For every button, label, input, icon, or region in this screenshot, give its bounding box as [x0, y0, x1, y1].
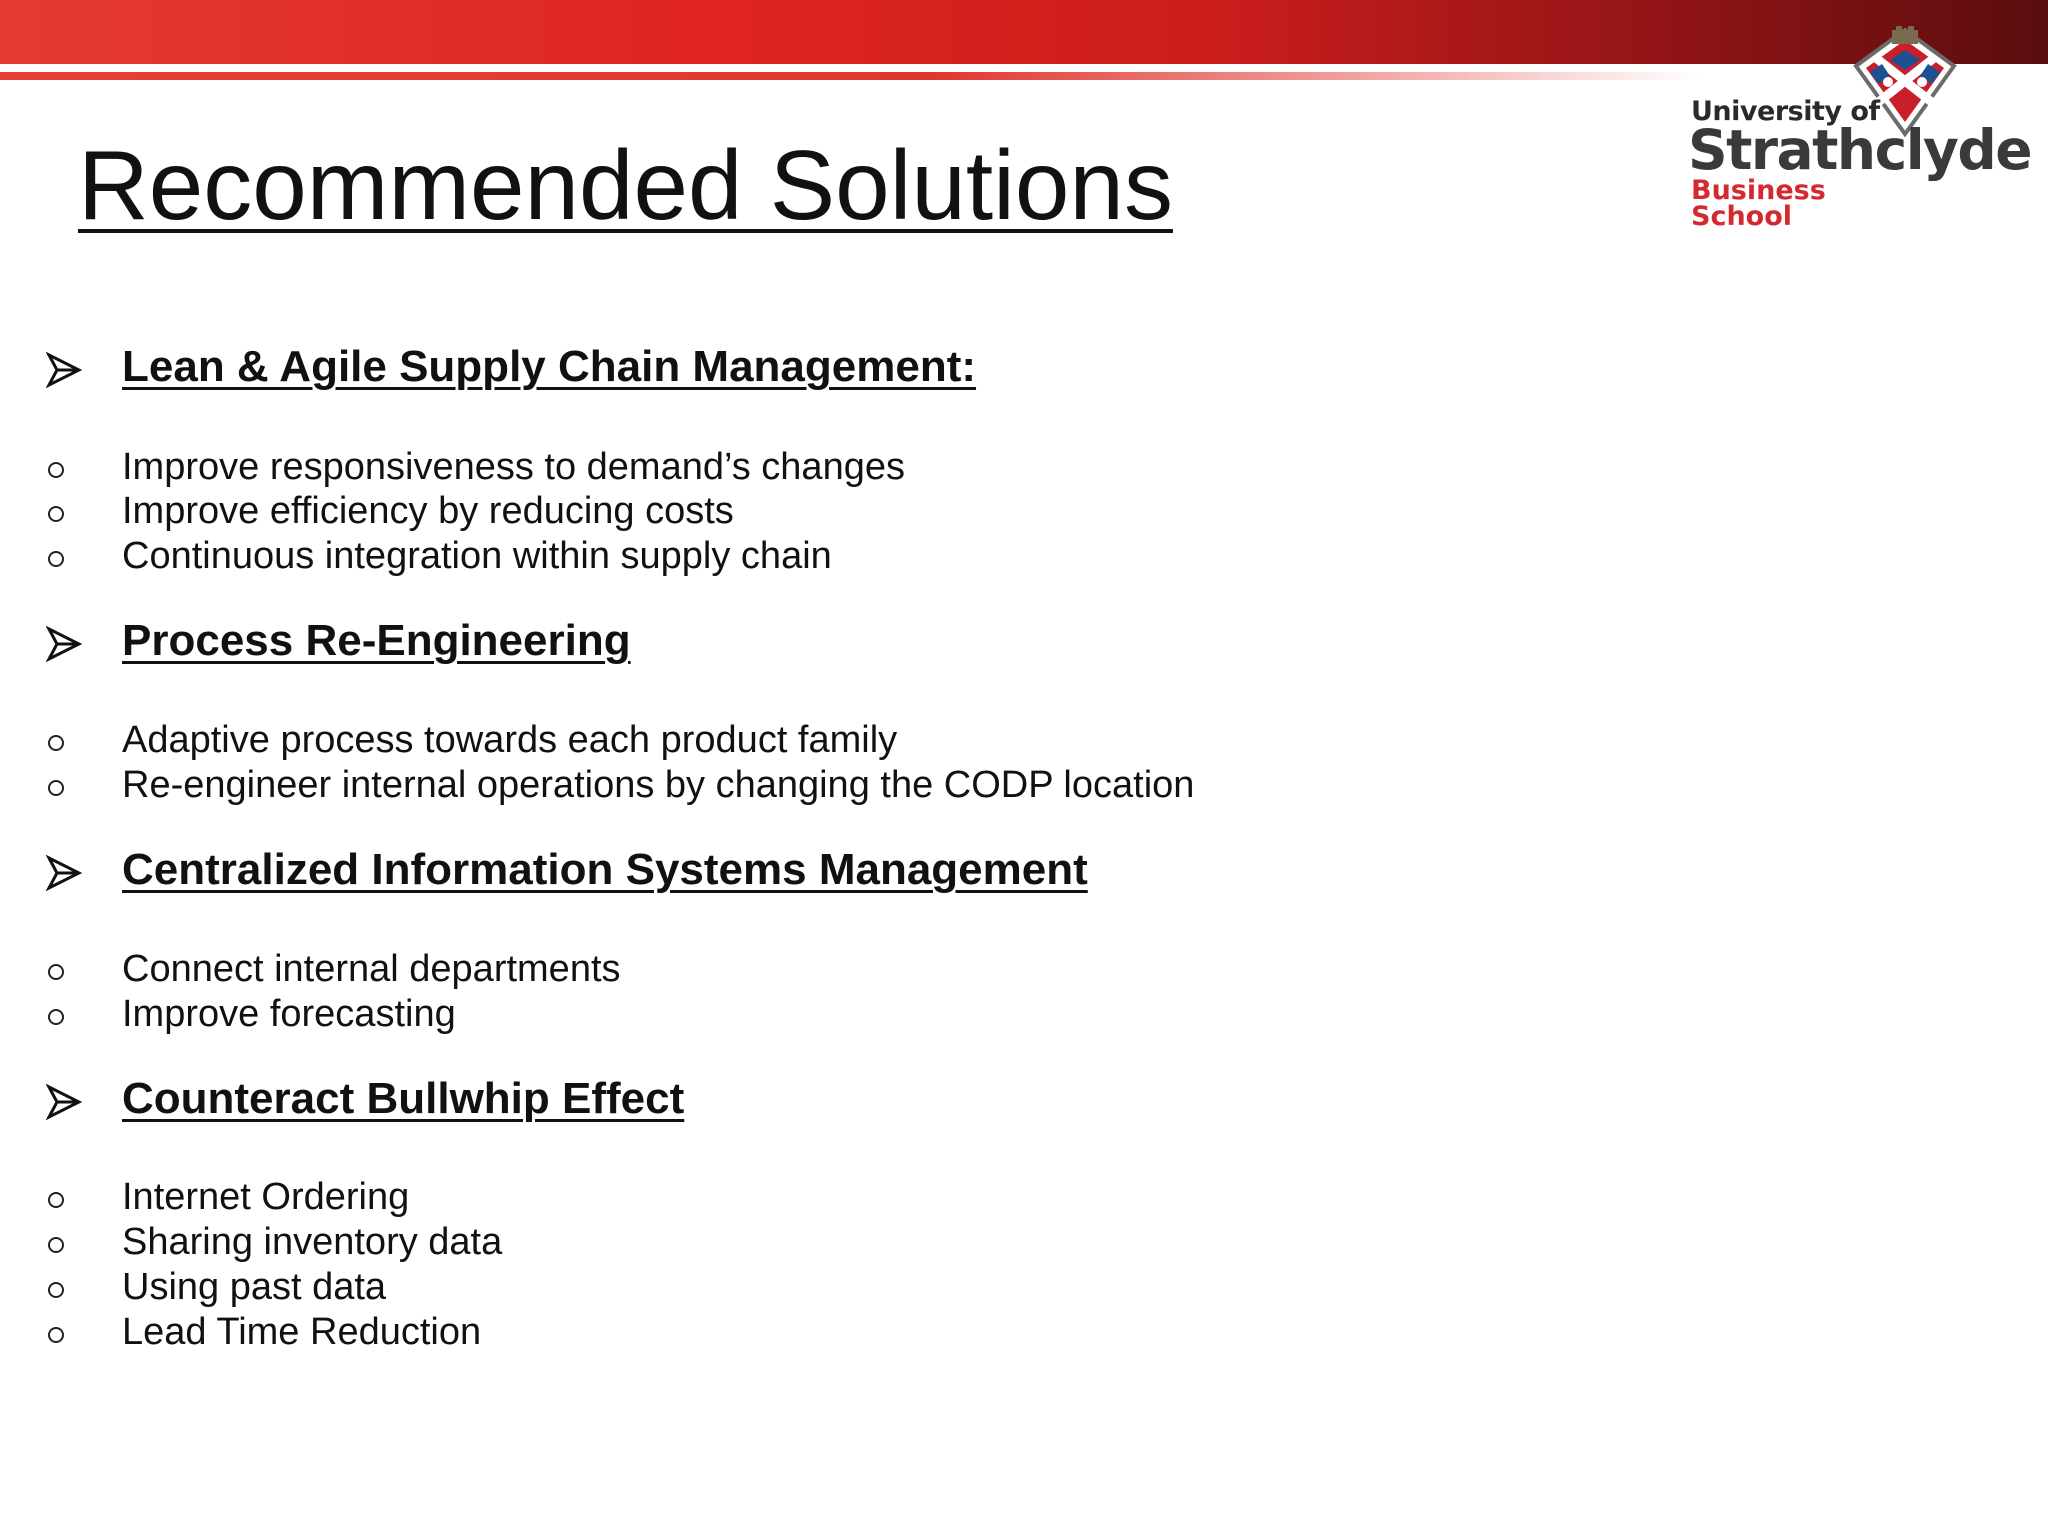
list-item: Improve forecasting: [122, 993, 456, 1035]
header-rule: [0, 72, 1700, 80]
logo-strathclyde: Strathclyde: [1688, 118, 2032, 182]
list-item: Using past data: [122, 1266, 387, 1308]
logo-university-of: University of: [1691, 96, 1880, 127]
circle-bullet-icon: [48, 506, 64, 522]
circle-bullet-icon: [48, 462, 64, 478]
list-item: Improve efficiency by reducing costs: [122, 490, 734, 532]
circle-bullet-icon: [48, 1192, 64, 1208]
list-item: Adaptive process towards each product family: [122, 719, 898, 761]
section-heading: Counteract Bullwhip Effect: [122, 1074, 685, 1123]
page-title: Recommended Solutions: [78, 130, 1173, 240]
circle-bullet-icon: [48, 964, 64, 980]
circle-bullet-icon: [48, 1009, 64, 1025]
list-item: Sharing inventory data: [122, 1221, 503, 1263]
list-item: Internet Ordering: [122, 1176, 410, 1218]
arrow-bullet-icon: [46, 626, 82, 662]
circle-bullet-icon: [48, 1282, 64, 1298]
circle-bullet-icon: [48, 551, 64, 567]
section-heading: Process Re-Engineering: [122, 616, 631, 665]
list-item: Connect internal departments: [122, 948, 621, 990]
logo-business-school: [1691, 175, 1826, 232]
university-logo: [1688, 26, 2032, 256]
list-item: Continuous integration within supply chain: [122, 535, 832, 577]
circle-bullet-icon: [48, 1237, 64, 1253]
logo-school: School: [1691, 201, 1793, 232]
circle-bullet-icon: [48, 780, 64, 796]
circle-bullet-icon: [48, 735, 64, 751]
circle-bullet-icon: [48, 1327, 64, 1343]
section-heading: Lean & Agile Supply Chain Management:: [122, 342, 977, 391]
logo-business: Business: [1691, 175, 1826, 206]
list-item: Re-engineer internal operations by changing the CODP location: [122, 764, 1195, 806]
arrow-bullet-icon: [46, 352, 82, 388]
arrow-bullet-icon: [46, 1084, 82, 1120]
list-item: Lead Time Reduction: [122, 1311, 482, 1353]
list-item: Improve responsiveness to demand’s changes: [122, 446, 905, 488]
arrow-bullet-icon: [46, 855, 82, 891]
section-heading: Centralized Information Systems Management: [122, 845, 1088, 894]
